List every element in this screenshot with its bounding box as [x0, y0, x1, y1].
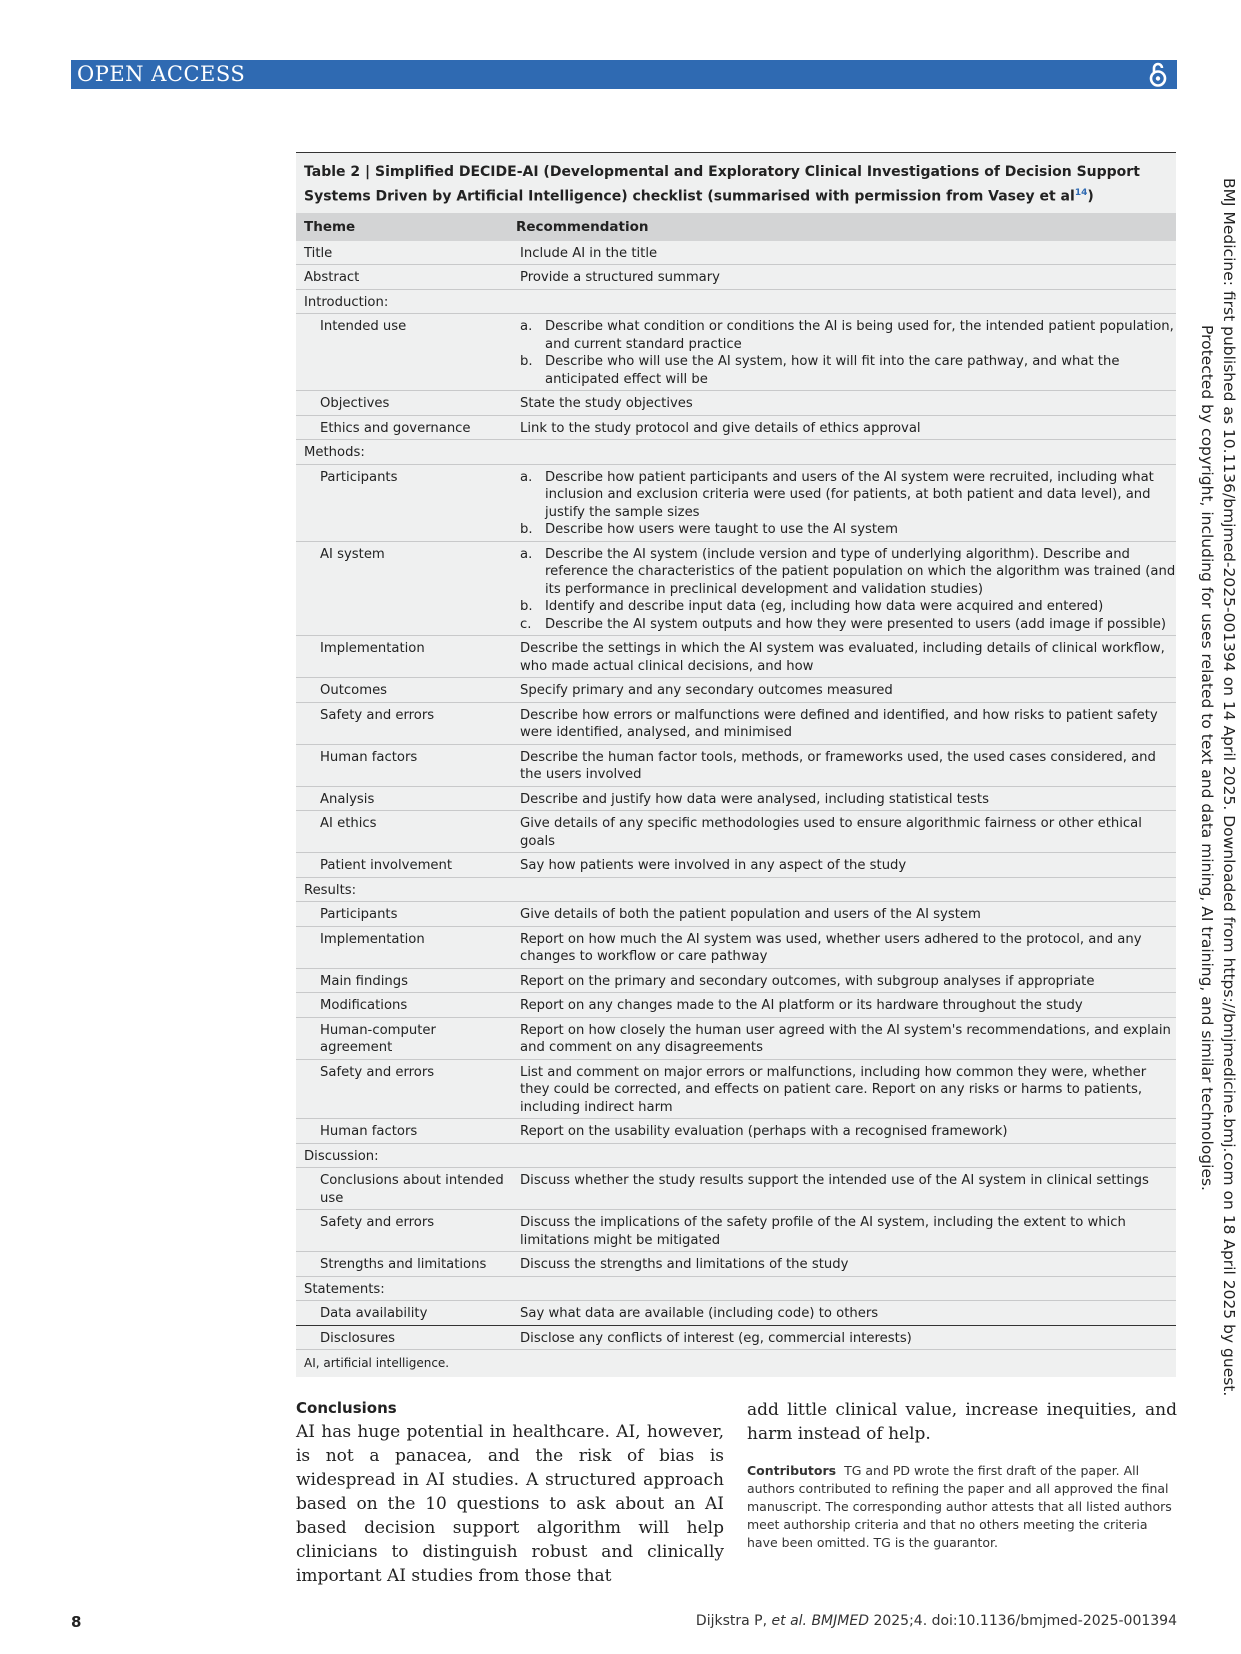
- theme-cell: Implementation: [320, 931, 425, 947]
- recommendation-cell: Give details of any specific methodologies used to ensure algorithmic fairness or other ethical goals: [520, 816, 1142, 849]
- theme-cell: Conclusions about intended use: [320, 1173, 504, 1206]
- recommendation-cell: [512, 290, 1176, 314]
- item-text: Describe the AI system (include version and type of underlying algorithm). Describe and reference the characteristics of the patient population on which the algorithm was trained (and its performance in preclinical development and validation studies): [545, 546, 1176, 597]
- recommendation-cell: List and comment on major errors or malfunctions, including how common they were, whether they could be corrected, and effects on patient care. Report on any risks or harms to patients, including indirect harm: [520, 1064, 1147, 1115]
- theme-cell: Outcomes: [320, 683, 388, 699]
- recommendation-item: [520, 616, 1176, 634]
- table-row: [296, 878, 1176, 903]
- recommendation-item: [520, 353, 1176, 388]
- recommendation-cell: [512, 465, 1176, 541]
- recommendation-cell: Describe the human factor tools, methods, or frameworks used, the used cases considered, and the users involved: [520, 749, 1156, 783]
- sidebar-line-2: Protected by copyright, including for uses related to text and data mining, AI training, and similar technologies.: [1198, 325, 1216, 1191]
- theme-cell: Participants: [320, 907, 398, 923]
- open-access-icon: [1147, 60, 1169, 89]
- contributors-label: Contributors: [747, 1463, 837, 1478]
- item-text: Identify and describe input data (eg, including how data were acquired and entered): [545, 599, 1104, 615]
- theme-cell: Main findings: [320, 973, 408, 989]
- table-caption: [296, 153, 1176, 213]
- theme-cell: Human-computer agreement: [320, 1022, 436, 1056]
- table-row: [296, 440, 1176, 465]
- theme-cell: Introduction:: [304, 294, 389, 310]
- recommendation-item: [520, 521, 1176, 539]
- table-row: [296, 1018, 1176, 1060]
- open-access-label: OPEN ACCESS: [77, 62, 246, 86]
- table-row: [296, 1301, 1176, 1326]
- recommendation-cell: Report on the primary and secondary outcomes, with subgroup analyses if appropriate: [520, 973, 1095, 989]
- recommendation-cell: Disclose any conflicts of interest (eg, commercial interests): [520, 1330, 912, 1346]
- citation-doi: 2025;4. doi:10.1136/bmjmed-2025-001394: [873, 1613, 1177, 1629]
- recommendation-cell: Specify primary and any secondary outcomes measured: [520, 683, 893, 699]
- table-row: [296, 1252, 1176, 1277]
- recommendation-cell: Discuss the implications of the safety profile of the AI system, including the extent to which limitations might be mitigated: [520, 1215, 1126, 1248]
- item-text: Describe what condition or conditions the AI is being used for, the intended patient population, and current standard practice: [545, 319, 1174, 352]
- right-column: [747, 1398, 1177, 1552]
- recommendation-cell: Link to the study protocol and give details of ethics approval: [520, 420, 921, 436]
- sidebar-line-1: BMJ Medicine: first published as 10.1136/bmjmed-2025-001394 on 14 April 2025. Downloaded from https://bmjmedicine.bmj.com on 18 April 2025 by guest.: [1220, 178, 1238, 1397]
- item-marker: a.: [520, 319, 533, 335]
- open-access-banner: [71, 60, 1177, 89]
- theme-cell: Safety and errors: [320, 1215, 435, 1231]
- item-marker: a.: [520, 469, 533, 485]
- recommendation-cell: Describe and justify how data were analysed, including statistical tests: [520, 791, 989, 807]
- recommendation-cell: Say what data are available (including code) to others: [520, 1306, 879, 1322]
- table-body: [296, 241, 1176, 1351]
- table-row: [296, 1060, 1176, 1120]
- item-marker: b.: [520, 599, 533, 615]
- item-marker: b.: [520, 522, 533, 538]
- item-marker: a.: [520, 546, 533, 562]
- item-marker: c.: [520, 616, 532, 632]
- table-row: [296, 853, 1176, 878]
- theme-cell: Strengths and limitations: [320, 1257, 487, 1273]
- item-text: Describe the AI system outputs and how they were presented to users (add image if possible): [545, 616, 1167, 632]
- item-marker: b.: [520, 354, 533, 370]
- sidebar-copyright: [1198, 178, 1240, 1397]
- recommendation-cell: [512, 314, 1176, 390]
- table-header: [296, 213, 1176, 241]
- recommendation-item: [520, 318, 1176, 353]
- item-text: Describe who will use the AI system, how it will fit into the care pathway, and what the anticipated effect will be: [545, 354, 1120, 387]
- recommendation-cell: Describe how errors or malfunctions were defined and identified, and how risks to patient safety were identified, analysed, and minimised: [520, 707, 1158, 741]
- citation-authors: Dijkstra P,: [695, 1613, 768, 1629]
- item-text: Describe how users were taught to use the AI system: [545, 522, 898, 538]
- table-row: [296, 902, 1176, 927]
- page-number: 8: [71, 1613, 82, 1631]
- caption-text: Table 2 | Simplified DECIDE-AI (Developmental and Exploratory Clinical Investigations of Decision Support Systems Driven by Artificial Intelligence) checklist (summarised with permission from Vasey et al: [304, 164, 1140, 205]
- theme-cell: Data availability: [320, 1306, 428, 1322]
- table-row: [296, 636, 1176, 678]
- table-row: [296, 787, 1176, 812]
- recommendation-cell: Give details of both the patient population and users of the AI system: [520, 907, 981, 923]
- theme-cell: Human factors: [320, 749, 418, 765]
- theme-cell: Participants: [320, 469, 398, 485]
- table-footnote: AI, artificial intelligence.: [304, 1356, 450, 1371]
- table-row: [296, 391, 1176, 416]
- theme-cell: Results:: [304, 882, 357, 898]
- theme-cell: Safety and errors: [320, 707, 435, 723]
- citation-footer: [696, 1613, 1177, 1629]
- theme-cell: AI ethics: [320, 816, 377, 832]
- recommendation-cell: [512, 878, 1176, 902]
- table-row: [296, 1326, 1176, 1351]
- recommendation-cell: Describe the settings in which the AI system was evaluated, including details of clinical workflow, who made actual clinical decisions, and how: [520, 641, 1165, 674]
- contributors-text: TG and PD wrote the first draft of the paper. All authors contributed to refining the paper and all approved the final manuscript. The corresponding author attests that all listed authors meet authorship criteria and that no others meeting the criteria have been omitted. TG is the guarantor.: [747, 1463, 1172, 1550]
- recommendation-cell: Report on any changes made to the AI platform or its hardware throughout the study: [520, 998, 1083, 1014]
- table-row: [296, 993, 1176, 1018]
- recommendation-cell: Report on the usability evaluation (perhaps with a recognised framework): [520, 1124, 1008, 1140]
- recommendation-cell: Report on how much the AI system was used, whether users adhered to the protocol, and any changes to workflow or care pathway: [520, 931, 1142, 965]
- theme-cell: Implementation: [320, 641, 425, 657]
- theme-cell: Statements:: [304, 1281, 385, 1297]
- theme-cell: Intended use: [320, 319, 407, 335]
- table-row: [296, 969, 1176, 994]
- recommendation-cell: [512, 1144, 1176, 1168]
- theme-cell: Methods:: [304, 445, 365, 461]
- conclusions-continued: add little clinical value, increase inequities, and harm instead of help.: [747, 1400, 1177, 1444]
- recommendation-cell: Provide a structured summary: [520, 270, 720, 286]
- table-row: [296, 314, 1176, 391]
- theme-cell: Title: [304, 245, 333, 261]
- theme-cell: AI system: [320, 546, 385, 562]
- theme-cell: Ethics and governance: [320, 420, 471, 436]
- header-theme: Theme: [304, 218, 356, 235]
- table-row: [296, 703, 1176, 745]
- contributors-note: [747, 1462, 1177, 1552]
- decide-ai-table: [296, 152, 1176, 1377]
- recommendation-cell: State the study objectives: [520, 396, 693, 412]
- recommendation-cell: [512, 542, 1176, 636]
- theme-cell: Abstract: [304, 270, 360, 286]
- caption-reference[interactable]: 14: [1074, 188, 1088, 198]
- recommendation-cell: Report on how closely the human user agreed with the AI system's recommendations, and explain and comment on any disagreements: [520, 1022, 1171, 1056]
- table-row: [296, 290, 1176, 315]
- caption-end: ): [1087, 188, 1094, 205]
- table-row: [296, 811, 1176, 853]
- recommendation-item: [520, 469, 1176, 522]
- table-row: [296, 1168, 1176, 1210]
- theme-cell: Discussion:: [304, 1148, 379, 1164]
- table-row: [296, 745, 1176, 787]
- recommendation-cell: [512, 440, 1176, 464]
- recommendation-item: [520, 598, 1176, 616]
- theme-cell: Human factors: [320, 1124, 418, 1140]
- table-row: [296, 465, 1176, 542]
- theme-cell: Analysis: [320, 791, 375, 807]
- recommendation-cell: [512, 1277, 1176, 1301]
- sidebar-text: [1196, 178, 1240, 1397]
- table-row: [296, 927, 1176, 969]
- theme-cell: Disclosures: [320, 1330, 396, 1346]
- table-row: [296, 542, 1176, 637]
- table-row: [296, 416, 1176, 441]
- recommendation-cell: Include AI in the title: [520, 245, 658, 261]
- recommendation-cell: Say how patients were involved in any aspect of the study: [520, 858, 907, 874]
- recommendation-cell: Discuss whether the study results support the intended use of the AI system in clinical settings: [520, 1173, 1149, 1189]
- conclusions-body: AI has huge potential in healthcare. AI, however, is not a panacea, and the risk of bias is widespread in AI studies. A structured approach based on the 10 questions to ask about an AI based decision support algorithm will help clinicians to distinguish robust and clinically important AI studies from those that: [296, 1422, 724, 1586]
- theme-cell: Patient involvement: [320, 858, 453, 874]
- table-row: [296, 678, 1176, 703]
- table-row: [296, 1144, 1176, 1169]
- theme-cell: Safety and errors: [320, 1064, 435, 1080]
- theme-cell: Modifications: [320, 998, 408, 1014]
- conclusions-section: [296, 1398, 724, 1588]
- theme-cell: Objectives: [320, 396, 390, 412]
- table-row: [296, 1277, 1176, 1302]
- recommendation-cell: Discuss the strengths and limitations of the study: [520, 1257, 849, 1273]
- citation-journal: BMJMED: [811, 1613, 869, 1629]
- table-row: [296, 265, 1176, 290]
- table-row: [296, 241, 1176, 266]
- header-recommendation: Recommendation: [516, 218, 649, 235]
- citation-etal: et al.: [771, 1613, 807, 1629]
- conclusions-heading: Conclusions: [296, 1399, 397, 1417]
- table-row: [296, 1210, 1176, 1252]
- item-text: Describe how patient participants and users of the AI system were recruited, including what inclusion and exclusion criteria were used (for patients, at both patient and data level), and justify the sample sizes: [545, 469, 1154, 520]
- table-row: [296, 1119, 1176, 1144]
- recommendation-item: [520, 546, 1176, 599]
